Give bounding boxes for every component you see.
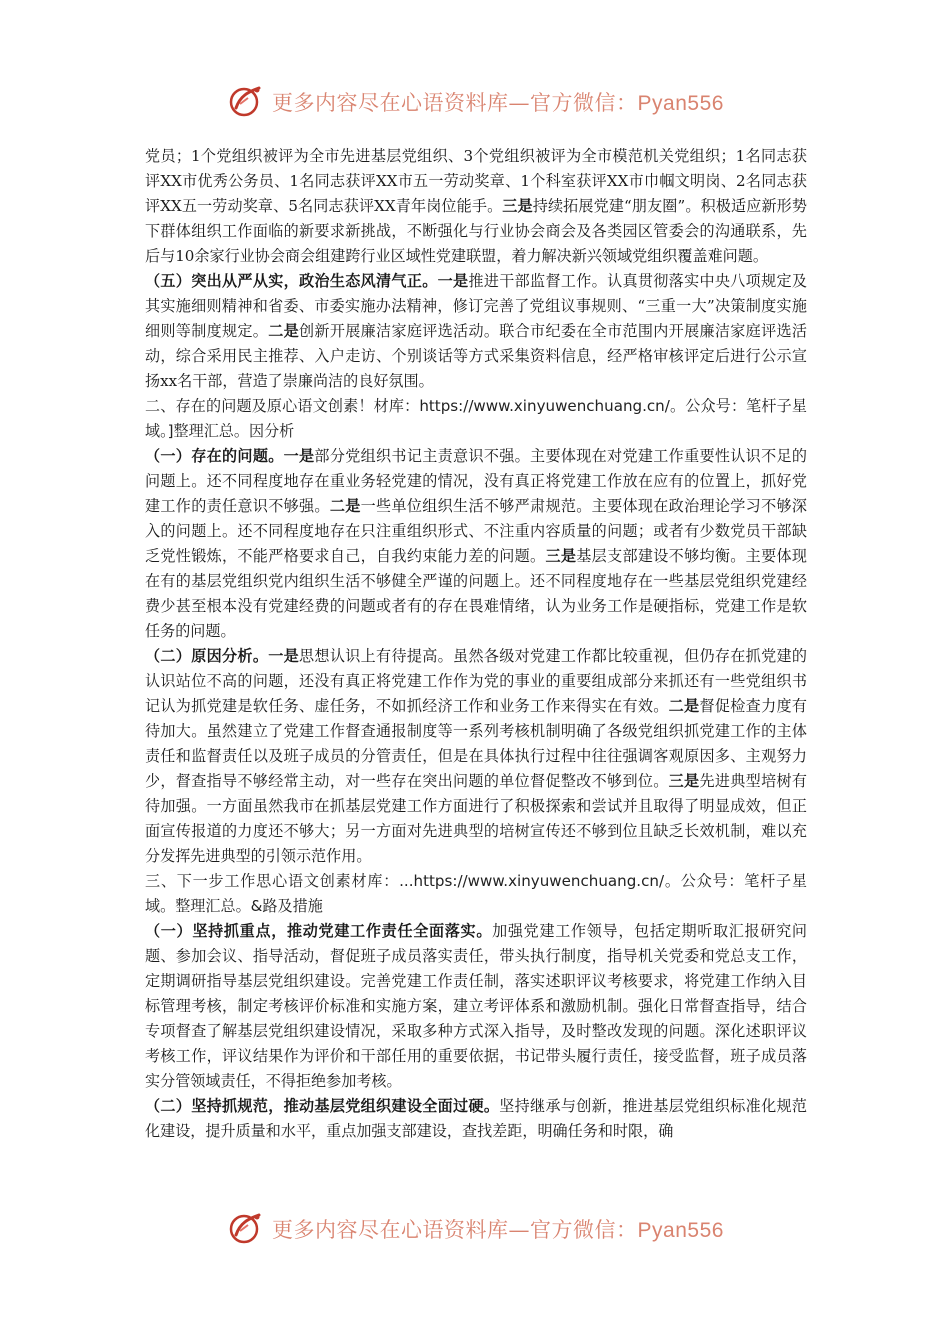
paragraph: 党员；1个党组织被评为全市先进基层党组织、3个党组织被评为全市模范机关党组织；1名同志获评XX市优秀公务员、1名同志获评XX市五一劳动奖章、1个科室获评XX市巾帼文明岗、2名同志获评XX五一劳动奖章、5名同志获评XX青年岗位能手。三是持续拓展党建“朋友圈”。积极适应新形势下群体组织工作面临的新要求新挑战，不断强化与行业协会商会及各类园区管委会的沟通联系，先后与10余家行业协会商会组建跨行业区域性党建联盟，着力解决新兴领域党组织覆盖难问题。 [145,147,807,265]
footer-banner [0,1207,950,1251]
section-heading: 二、存在的问题及原心语文创素！材库：https://www.xinyuwenchuang.cn/。公众号：笔杆子星域。]整理汇总。因分析 [145,397,807,440]
header-banner-text: 更多内容尽在心语资料库—官方微信：Pyan556 [272,91,724,115]
brand-logo-icon [226,82,266,122]
section-heading: 三、下一步工作思心语文创素材库：...https://www.xinyuwenchuang.cn/。公众号：笔杆子星域。整理汇总。&路及措施 [145,872,807,915]
document-body [145,144,807,1144]
paragraph: （二）坚持抓规范，推动基层党组织建设全面过硬。坚持继承与创新，推进基层党组织标准化规范化建设，提升质量和水平，重点加强支部建设，查找差距，明确任务和时限，确 [145,1097,807,1140]
paragraph: （五）突出从严从实，政治生态风清气正。一是推进干部监督工作。认真贯彻落实中央八项规定及其实施细则精神和省委、市委实施办法精神，修订完善了党组议事规则、“三重一大”决策制度实施细则等制度规定。二是创新开展廉洁家庭评选活动。联合市纪委在全市范围内开展廉洁家庭评选活动，综合采用民主推荐、入户走访、个别谈话等方式采集资料信息，经严格审核评定后进行公示宣扬xx名干部，营造了崇廉尚洁的良好氛围。 [145,272,807,390]
paragraph: （一）坚持抓重点，推动党建工作责任全面落实。加强党建工作领导，包括定期听取汇报研究问题、参加会议、指导活动，督促班子成员落实责任，带头执行制度，指导机关党委和党总支工作，定期调研指导基层党组织建设。完善党建工作责任制，落实述职评议考核要求，将党建工作纳入目标管理考核，制定考核评价标准和实施方案，建立考评体系和激励机制。强化日常督查指导，结合专项督查了解基层党组织建设情况，采取多种方式深入指导，及时整改发现的问题。深化述职评议考核工作，评议结果作为评价和干部任用的重要依据，书记带头履行责任，接受监督，班子成员落实分管领域责任，不得拒绝参加考核。 [145,922,807,1090]
footer-banner-text: 更多内容尽在心语资料库—官方微信：Pyan556 [272,1218,724,1242]
paragraph: （二）原因分析。一是思想认识上有待提高。虽然各级对党建工作都比较重视，但仍存在抓党建的认识站位不高的问题，还没有真正将党建工作作为党的事业的重要组成部分来抓还有一些党组织书记认为抓党建是软任务、虚任务，不如抓经济工作和业务工作来得实在有效。二是督促检查力度有待加大。虽然建立了党建工作督查通报制度等一系列考核机制明确了各级党组织抓党建工作的主体责任和监督责任以及班子成员的分管责任，但是在具体执行过程中往往强调客观原因多、主观努力少，督查指导不够经常主动，对一些存在突出问题的单位督促整改不够到位。三是先进典型培树有待加强。一方面虽然我市在抓基层党建工作方面进行了积极探索和尝试并且取得了明显成效，但正面宣传报道的力度还不够大；另一方面对先进典型的培树宣传还不够到位且缺乏长效机制，难以充分发挥先进典型的引领示范作用。 [145,647,807,865]
brand-logo-icon [226,1209,266,1249]
paragraph: （一）存在的问题。一是部分党组织书记主责意识不强。主要体现在对党建工作重要性认识不足的问题上。还不同程度地存在重业务轻党建的情况，没有真正将党建工作放在应有的位置上，抓好党建工作的责任意识不够强。二是一些单位组织生活不够严肃规范。主要体现在政治理论学习不够深入的问题上。还不同程度地存在只注重组织形式、不注重内容质量的问题；或者有少数党员干部缺乏党性锻炼，不能严格要求自己，自我约束能力差的问题。三是基层支部建设不够均衡。主要体现在有的基层党组织党内组织生活不够健全严谨的问题上。还不同程度地存在一些基层党组织党建经费少甚至根本没有党建经费的问题或者有的存在畏难情绪，认为业务工作是硬指标，党建工作是软任务的问题。 [145,447,807,640]
header-banner [0,80,950,124]
